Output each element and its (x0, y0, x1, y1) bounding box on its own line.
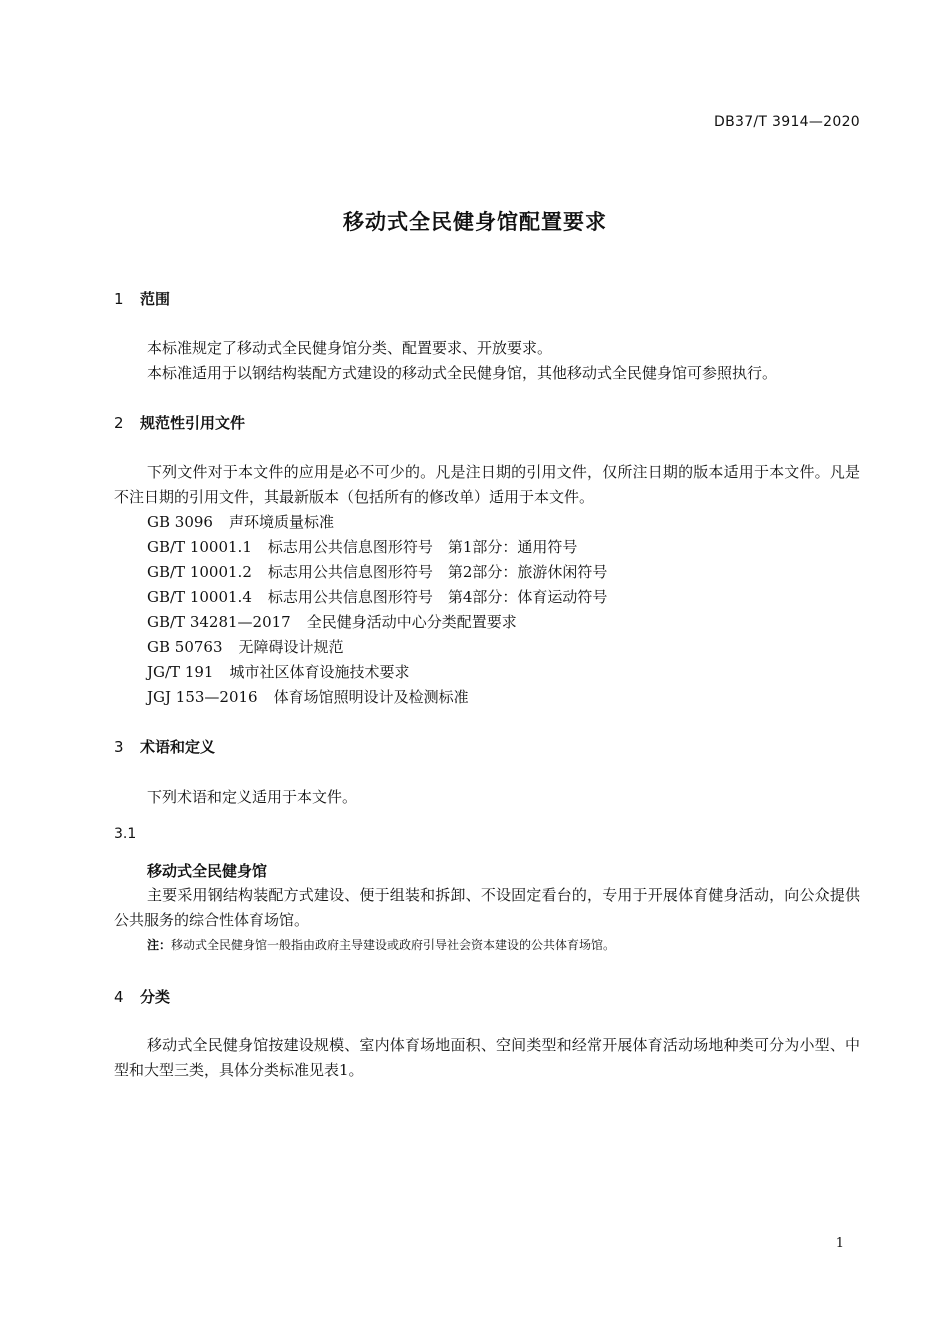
section-title: 规范性引用文件 (140, 414, 246, 432)
reference-code: GB/T 10001.2 (147, 563, 252, 581)
reference-item (147, 585, 607, 610)
reference-code: GB/T 34281—2017 (147, 613, 291, 631)
section-4-paragraph: 移动式全民健身馆按建设规模、室内体育场地面积、空间类型和经常开展体育活动场地种类可分为小型、中型和大型三类，具体分类标准见表1。 (114, 1036, 860, 1079)
section-2-intro: 下列文件对于本文件的应用是必不可少的。凡是注日期的引用文件，仅所注日期的版本适用于本文件。凡是不注日期的引用文件，其最新版本（包括所有的修改单）适用于本文件。 (114, 463, 860, 506)
reference-item (147, 660, 409, 685)
reference-item (147, 535, 577, 560)
reference-code: GB/T 10001.4 (147, 588, 252, 606)
term-definition: 主要采用钢结构装配方式建设、便于组装和拆卸、不设固定看台的，专用于开展体育健身活动，向公众提供公共服务的综合性体育场馆。 (114, 886, 860, 929)
reference-title: 标志用公共信息图形符号 第2部分：旅游休闲符号 (267, 563, 608, 581)
section-3-heading (114, 736, 215, 757)
page-number: 1 (835, 1236, 844, 1251)
reference-item (147, 610, 517, 635)
reference-item (147, 560, 607, 585)
section-1-paragraph-1: 本标准规定了移动式全民健身馆分类、配置要求、开放要求。 (147, 339, 553, 357)
subsection-number: 3.1 (114, 826, 137, 842)
reference-code: GB 3096 (147, 513, 213, 531)
reference-item (147, 510, 334, 535)
term-note (147, 936, 615, 953)
reference-title: 全民健身活动中心分类配置要求 (306, 613, 517, 631)
section-1-heading (114, 288, 170, 309)
document-title: 移动式全民健身馆配置要求 (343, 210, 607, 234)
section-number: 2 (114, 414, 124, 432)
reference-code: JGJ 153—2016 (147, 688, 258, 706)
reference-code: GB 50763 (147, 638, 223, 656)
section-title: 范围 (140, 290, 171, 308)
section-4-heading (114, 986, 170, 1007)
reference-item (147, 635, 344, 660)
reference-item (147, 685, 469, 710)
reference-title: 标志用公共信息图形符号 第4部分：体育运动符号 (267, 588, 608, 606)
section-title: 术语和定义 (140, 738, 216, 756)
section-1-paragraph-2: 本标准适用于以钢结构装配方式建设的移动式全民健身馆，其他移动式全民健身馆可参照执行。 (147, 364, 778, 382)
reference-title: 体育场馆照明设计及检测标准 (273, 688, 469, 706)
reference-code: JG/T 191 (147, 663, 214, 681)
reference-code: GB/T 10001.1 (147, 538, 252, 556)
section-number: 1 (114, 290, 124, 308)
reference-title: 城市社区体育设施技术要求 (229, 663, 410, 681)
section-number: 3 (114, 738, 124, 756)
note-label: 注： (147, 938, 172, 952)
term-name: 移动式全民健身馆 (147, 862, 268, 880)
section-2-heading (114, 412, 245, 433)
note-text: 移动式全民健身馆一般指由政府主导建设或政府引导社会资本建设的公共体育场馆。 (171, 938, 616, 952)
section-3-intro: 下列术语和定义适用于本文件。 (147, 788, 358, 806)
document-code: DB37/T 3914—2020 (714, 114, 860, 130)
reference-title: 标志用公共信息图形符号 第1部分：通用符号 (267, 538, 578, 556)
section-number: 4 (114, 988, 124, 1006)
reference-title: 无障碍设计规范 (238, 638, 344, 656)
reference-title: 声环境质量标准 (228, 513, 334, 531)
section-title: 分类 (140, 988, 171, 1006)
